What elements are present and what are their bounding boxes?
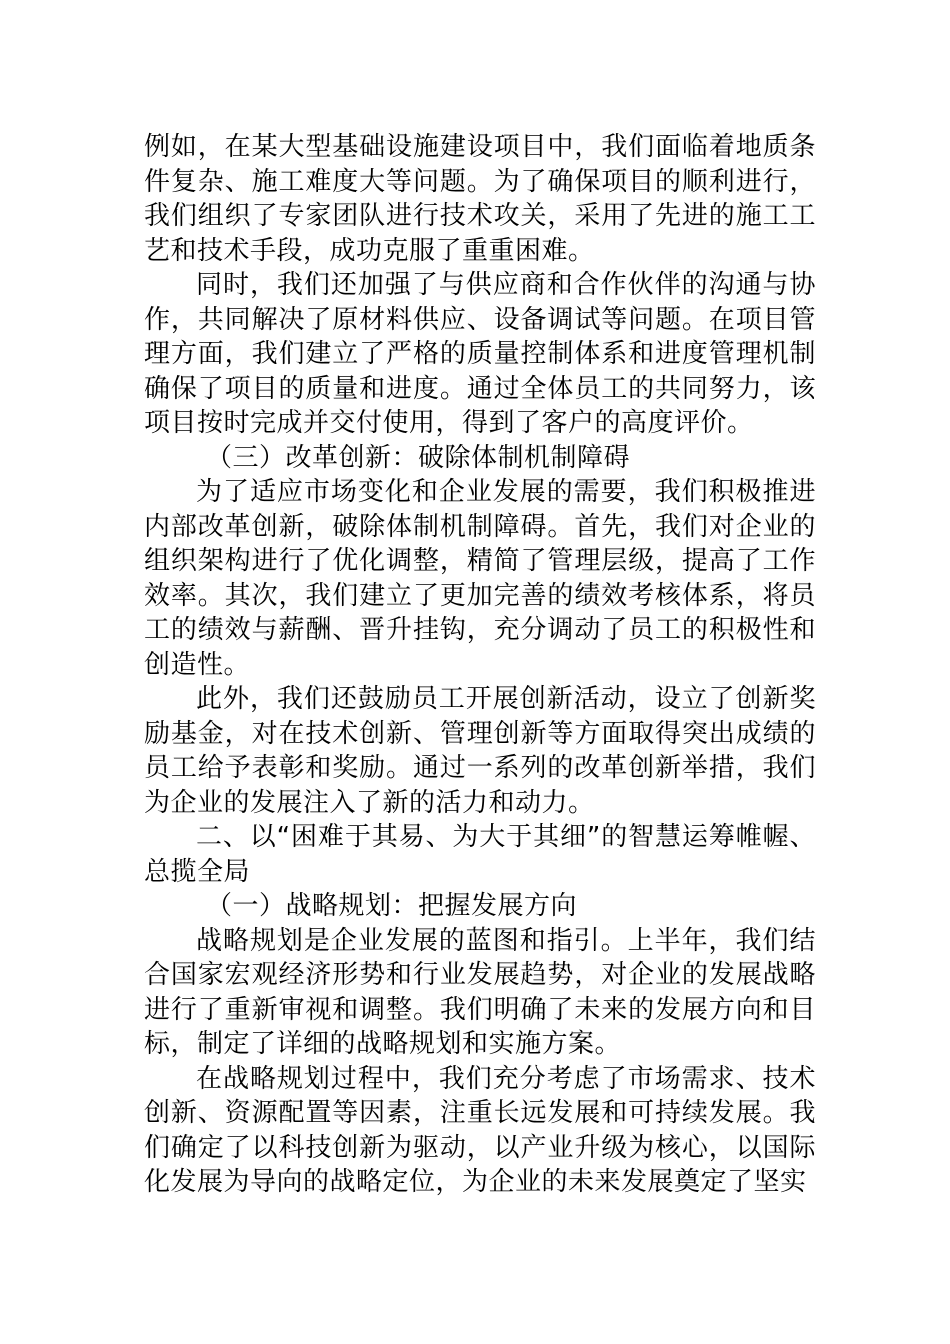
paragraph-innovation: 此外，我们还鼓励员工开展创新活动，设立了创新奖励基金，对在技术创新、管理创新等方面取得突出成绩的员工给予表彰和奖励。通过一系列的改革创新举措，我们为企业的发展注入了新的活力和动力。 [144,684,816,818]
paragraph-reform: 为了适应市场变化和企业发展的需要，我们积极推进内部改革创新，破除体制机制障碍。首先，我们对企业的组织架构进行了优化调整，精简了管理层级，提高了工作效率。其次，我们建立了更加完善的绩效考核体系，将员工的绩效与薪酬、晋升挂钩，充分调动了员工的积极性和创造性。 [144,477,816,680]
section-heading-strategy: （一）战略规划：把握发展方向 [206,891,578,921]
paragraph-collaboration: 同时，我们还加强了与供应商和合作伙伴的沟通与协作，共同解决了原材料供应、设备调试等问题。在项目管理方面，我们建立了严格的质量控制体系和进度管理机制确保了项目的质量和进度。通过全体员工的共同努力，该项目按时完成并交付使用，得到了客户的高度评价。 [144,270,816,438]
section-heading-reform: （三）改革创新：破除体制机制障碍 [206,442,631,473]
paragraph-project-example: 例如，在某大型基础设施建设项目中，我们面临着地质条件复杂、施工难度大等问题。为了确保项目的顺利进行，我们组织了专家团队进行技术攻关，采用了先进的施工工艺和技术手段，成功克服了重重困难。 [144,132,816,266]
document-body [144,130,816,1200]
paragraph-strategy: 战略规划是企业发展的蓝图和指引。上半年，我们结合国家宏观经济形势和行业发展趋势，对企业的发展战略进行了重新审视和调整。我们明确了未来的发展方向和目标，制定了详细的战略规划和实施方案。 [144,925,816,1059]
chapter-heading-two: 二、以“困难于其易、为大于其细”的智慧运筹帷幄、总揽全局 [144,822,816,887]
paragraph-strategy-process: 在战略规划过程中，我们充分考虑了市场需求、技术创新、资源配置等因素，注重长远发展和可持续发展。我们确定了以科技创新为驱动，以产业升级为核心，以国际化发展为导向的战略定位，为企业的未来发展奠定了坚实 [144,1063,816,1197]
